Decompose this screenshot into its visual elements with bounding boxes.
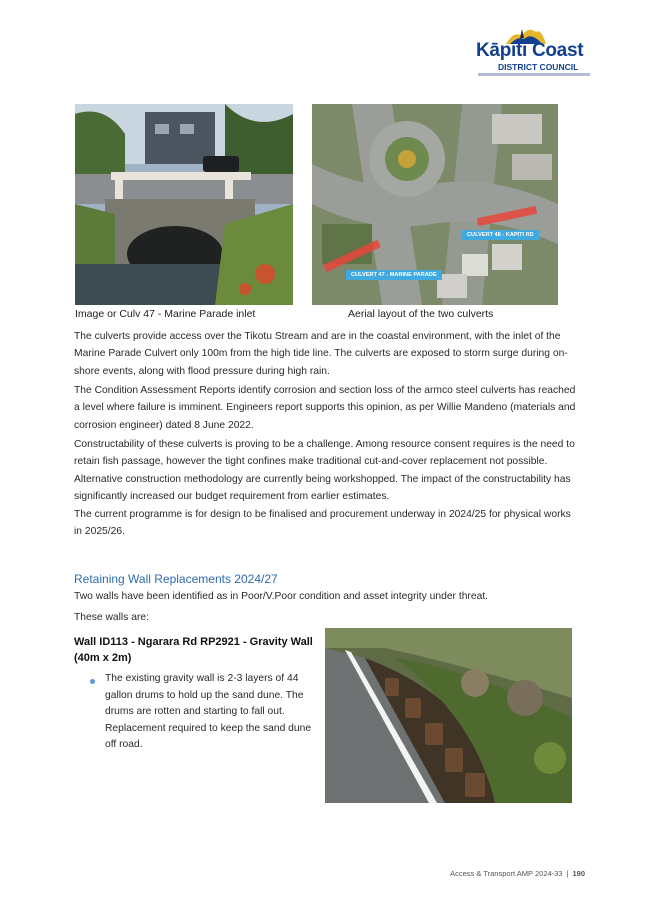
culvert-48-tag: CULVERT 48 - KAPITI RD: [462, 230, 539, 240]
retaining-wall-photo: [325, 628, 572, 803]
wall-title: Wall ID113 - Ngarara Rd RP2921 - Gravity Wall (40m x 2m): [74, 636, 313, 664]
aerial-culverts-photo: [312, 104, 558, 305]
walls-list-intro: These walls are:: [74, 612, 149, 623]
logo-subtitle: DISTRICT COUNCIL: [498, 62, 579, 72]
culvert-47-tag: CULVERT 47 - MARINE PARADE: [346, 270, 442, 280]
footer-separator: |: [566, 869, 569, 878]
section-intro: Two walls have been identified as in Poor/V.Poor condition and asset integrity under threat.: [74, 591, 489, 602]
right-photo-caption: Aerial layout of the two culverts: [348, 308, 494, 320]
left-photo-caption: Image or Culv 47 - Marine Parade inlet: [75, 308, 256, 320]
section-heading: Retaining Wall Replacements 2024/27: [74, 572, 278, 586]
page-number: 190: [572, 869, 585, 878]
page-footer: [450, 869, 585, 878]
paragraph-culvert-environment: The culverts provide access over the Tikotu Stream and are in the coastal environment, with the inlet of the Marine Parade Culvert only 100m from the high tide line. The culverts are exposed to storm surge during on-shore events, along with flood pressure during high rain.: [74, 331, 568, 377]
paragraph-condition-assessment: The Condition Assessment Reports identify corrosion and section loss of the armco steel culverts has reached a level where failure is imminent. Engineers report supports this opinion, as per Willie Mandeno (materials and corrosion engineer) dated 8 June 2022.: [74, 385, 576, 431]
wall-bullet-text: The existing gravity wall is 2-3 layers of 44 gallon drums to hold up the sand dune. The drums are rotten and starting to fall out. Replacement required to keep the sand dune off road.: [105, 673, 312, 751]
culvert-47-photo: [75, 104, 293, 305]
footer-document-title: Access & Transport AMP 2024-33: [450, 869, 563, 878]
paragraph-programme: The current programme is for design to be finalised and procurement underway in 2024/25 for physical works in 2025/26.: [74, 509, 571, 538]
logo-title: Kāpiti Coast: [476, 40, 584, 61]
paragraph-constructability: Constructability of these culverts is proving to be a challenge. Among resource consent requires is the need to retain fish passage, however the tight confines make traditional cut-and-cover replacement not possible. Alternative construction methodology are currently being workshopped. The impact of the constructability has significantly increased our budget requirement from earlier estimates.: [74, 439, 575, 502]
bullet-icon: [90, 679, 95, 684]
council-logo: [476, 24, 596, 80]
logo-tagline-bar: [478, 73, 590, 76]
